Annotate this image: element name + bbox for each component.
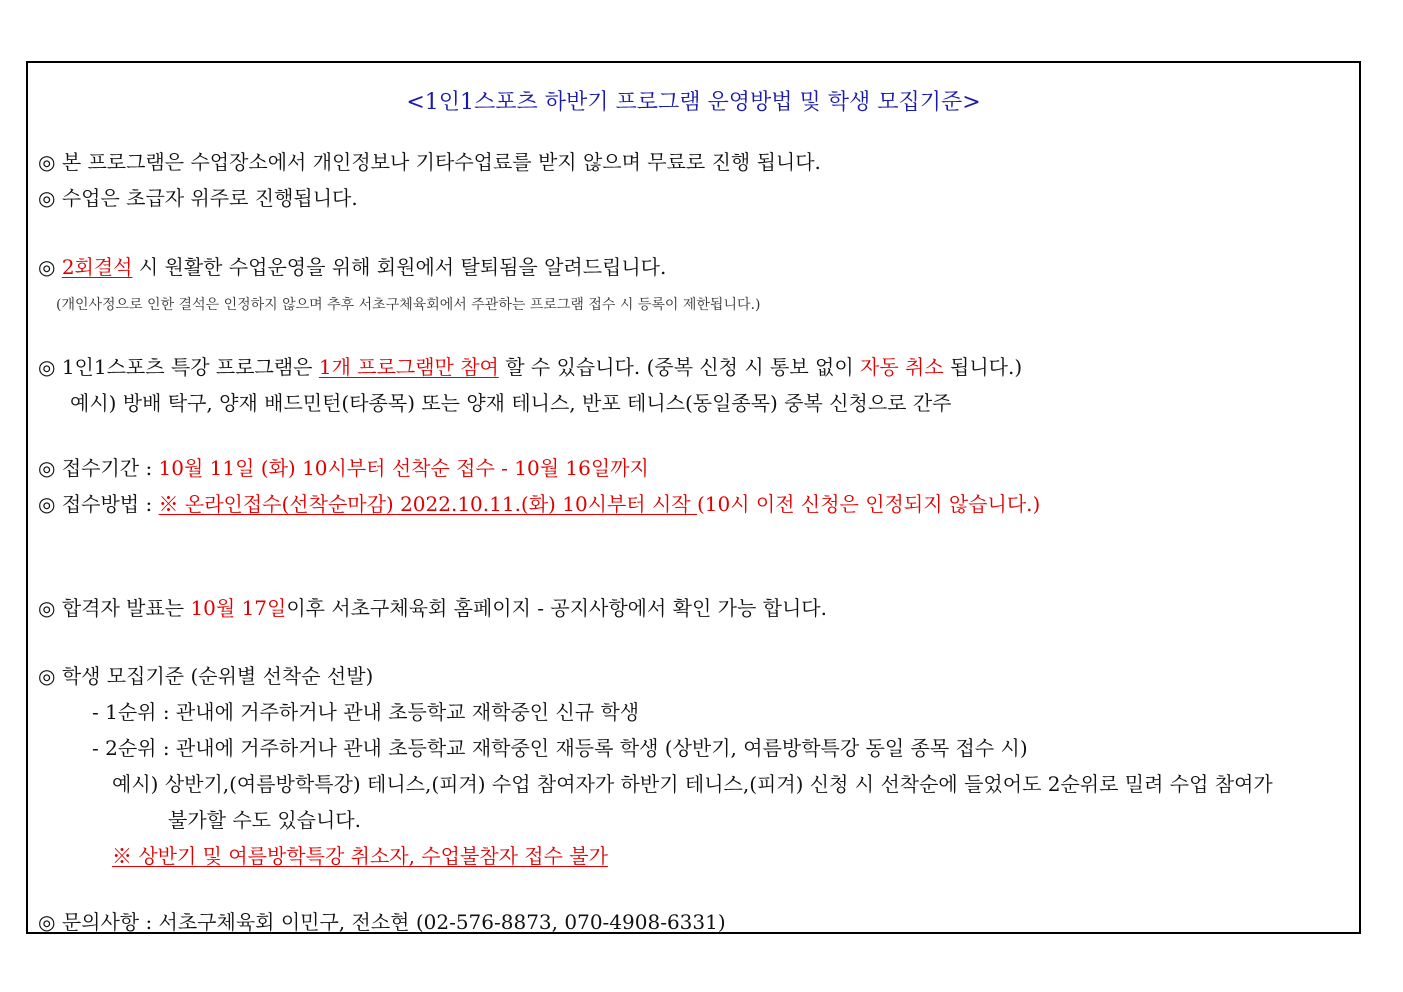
notice-frame — [26, 61, 1361, 934]
line-priority-2: - 2순위 : 관내에 거주하거나 관내 초등학교 재학중인 재등록 학생 (상반기, 여름방학특강 동일 종목 접수 시) — [92, 736, 1028, 760]
bullet-icon: ◎ — [38, 186, 56, 210]
line-example-duplicate: 예시) 방배 탁구, 양재 배드민턴(타종목) 또는 양재 테니스, 반포 테니스(동일종목) 중복 신청으로 간주 — [70, 391, 952, 415]
line-beginner: ◎ 수업은 초급자 위주로 진행됩니다. — [38, 186, 358, 210]
line-one-program: ◎ 1인1스포츠 특강 프로그램은 1개 프로그램만 참여 할 수 있습니다. (중복 신청 시 통보 없이 자동 취소 됩니다.) — [38, 355, 1023, 379]
line-contact: ◎ 문의사항 : 서초구체육회 이민구, 전소현 (02-576-8873, 070-4908-6331) — [38, 910, 726, 934]
line-priority-1: - 1순위 : 관내에 거주하거나 관내 초등학교 재학중인 신규 학생 — [92, 700, 640, 724]
line-absence: ◎ 2회결석 시 원활한 수업운영을 위해 회원에서 탈퇴됨을 알려드립니다. — [38, 255, 667, 279]
line-period: ◎ 접수기간 : 10월 11일 (화) 10시부터 선착순 접수 - 10월 16일까지 — [38, 456, 649, 480]
bullet-icon: ◎ — [38, 596, 56, 620]
line-example-priority: 예시) 상반기,(여름방학특강) 테니스,(피겨) 수업 참여자가 하반기 테니스,(피겨) 신청 시 선착순에 들었어도 2순위로 밀려 수업 참여가 — [112, 772, 1273, 796]
line-exclusion: ※ 상반기 및 여름방학특강 취소자, 수업불참자 접수 불가 — [112, 844, 608, 868]
bullet-icon: ◎ — [38, 150, 56, 174]
page-title: <1인1스포츠 하반기 프로그램 운영방법 및 학생 모집기준> — [406, 90, 981, 115]
bullet-icon: ◎ — [38, 492, 56, 516]
line-method: ◎ 접수방법 : ※ 온라인접수(선착순마감) 2022.10.11.(화) 10시부터 시작 (10시 이전 신청은 인정되지 않습니다.) — [38, 492, 1041, 516]
bullet-icon: ◎ — [38, 456, 56, 480]
line-criteria: ◎ 학생 모집기준 (순위별 선착순 선발) — [38, 664, 374, 688]
line-announcement: ◎ 합격자 발표는 10월 17일이후 서초구체육회 홈페이지 - 공지사항에서 확인 가능 합니다. — [38, 596, 827, 620]
bullet-icon: ◎ — [38, 910, 56, 934]
line-free-program: ◎ 본 프로그램은 수업장소에서 개인정보나 기타수업료를 받지 않으며 무료로 진행 됩니다. — [38, 150, 821, 174]
line-example-priority-cont: 불가할 수도 있습니다. — [168, 808, 361, 832]
line-absence-note: (개인사정으로 인한 결석은 인정하지 않으며 추후 서초구체육회에서 주관하는 프로그램 접수 시 등록이 제한됩니다.) — [56, 297, 761, 313]
bullet-icon: ◎ — [38, 355, 56, 379]
bullet-icon: ◎ — [38, 255, 56, 279]
bullet-icon: ◎ — [38, 664, 56, 688]
